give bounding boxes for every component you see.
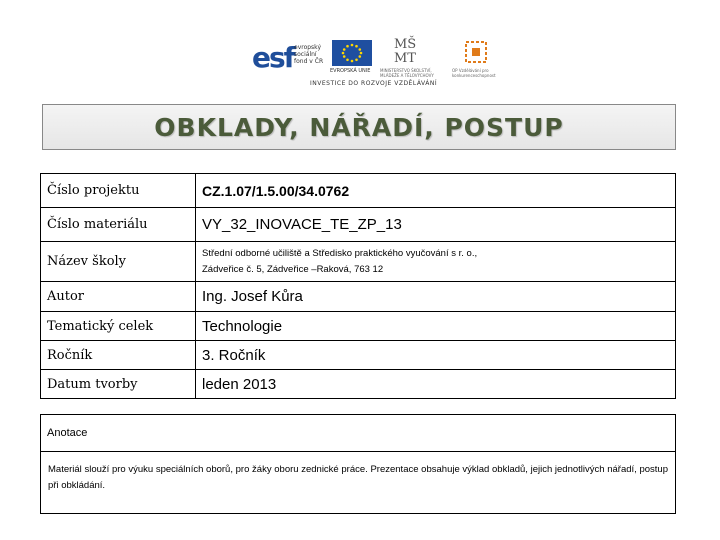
value-grade: 3. Ročník xyxy=(196,341,676,370)
value-thematic-unit: Technologie xyxy=(196,312,676,341)
value-project-number: CZ.1.07/1.5.00/34.0762 xyxy=(196,174,676,208)
esf-logo-letters: esf xyxy=(252,41,294,74)
label-material-number: Číslo materiálu xyxy=(41,208,196,242)
page-title: OBKLADY, NÁŘADÍ, POSTUP xyxy=(154,112,564,142)
table-row-material-number xyxy=(41,208,676,242)
label-project-number: Číslo projektu xyxy=(41,174,196,208)
value-creation-date: leden 2013 xyxy=(196,370,676,399)
table-row-author xyxy=(41,282,676,312)
info-table xyxy=(40,173,676,399)
annotation-box xyxy=(40,414,676,514)
logos-caption: INVESTICE DO ROZVOJE VZDĚLÁVÁNÍ xyxy=(310,80,438,87)
op-logo-icon xyxy=(462,38,490,66)
value-school-name xyxy=(196,242,676,282)
table-row-grade xyxy=(41,341,676,370)
eu-stars-icon xyxy=(332,40,372,66)
label-grade: Ročník xyxy=(41,341,196,370)
label-creation-date: Datum tvorby xyxy=(41,370,196,399)
title-box xyxy=(42,104,676,150)
label-author: Autor xyxy=(41,282,196,312)
annotation-text: Materiál slouží pro výuku speciálních oborů, pro žáky oboru zednické práce. Prezentace obsahuje výklad obkladů, jejich jednotlivých nářadí, postup při obkládání. xyxy=(48,464,668,491)
table-row-creation-date xyxy=(41,370,676,399)
label-thematic-unit: Tematický celek xyxy=(41,312,196,341)
table-row-project-number xyxy=(41,174,676,208)
value-author: Ing. Josef Kůra xyxy=(196,282,676,312)
table-row-thematic-unit xyxy=(41,312,676,341)
label-school-name: Název školy xyxy=(41,242,196,282)
op-logo-subtext: OP Vzdělávání pro konkurenceschopnost xyxy=(452,68,496,78)
annotation-heading: Anotace xyxy=(41,415,675,452)
msmt-logo-subtext: MINISTERSTVO ŠKOLSTVÍ, MLÁDEŽE A TĚLOVÝCHOVY xyxy=(380,68,434,78)
value-material-number: VY_32_INOVACE_TE_ZP_13 xyxy=(196,208,676,242)
eu-flag-icon xyxy=(332,40,372,66)
msmt-logo xyxy=(394,38,434,68)
table-row-school-name xyxy=(41,242,676,282)
esf-logo xyxy=(252,40,326,76)
logo-strip xyxy=(248,34,504,90)
eu-logo-text: EVROPSKÁ UNIE xyxy=(330,68,371,74)
esf-logo-subtext: evropský sociální fond v ČR xyxy=(294,44,324,65)
school-name-line1: Střední odborné učiliště a Středisko praktického vyučování s r. o., xyxy=(202,247,478,259)
school-name-line2: Zádveřice č. 5, Zádveřice –Raková, 763 12 xyxy=(202,263,384,275)
msmt-logo-letters: MŠ MT xyxy=(394,37,417,66)
